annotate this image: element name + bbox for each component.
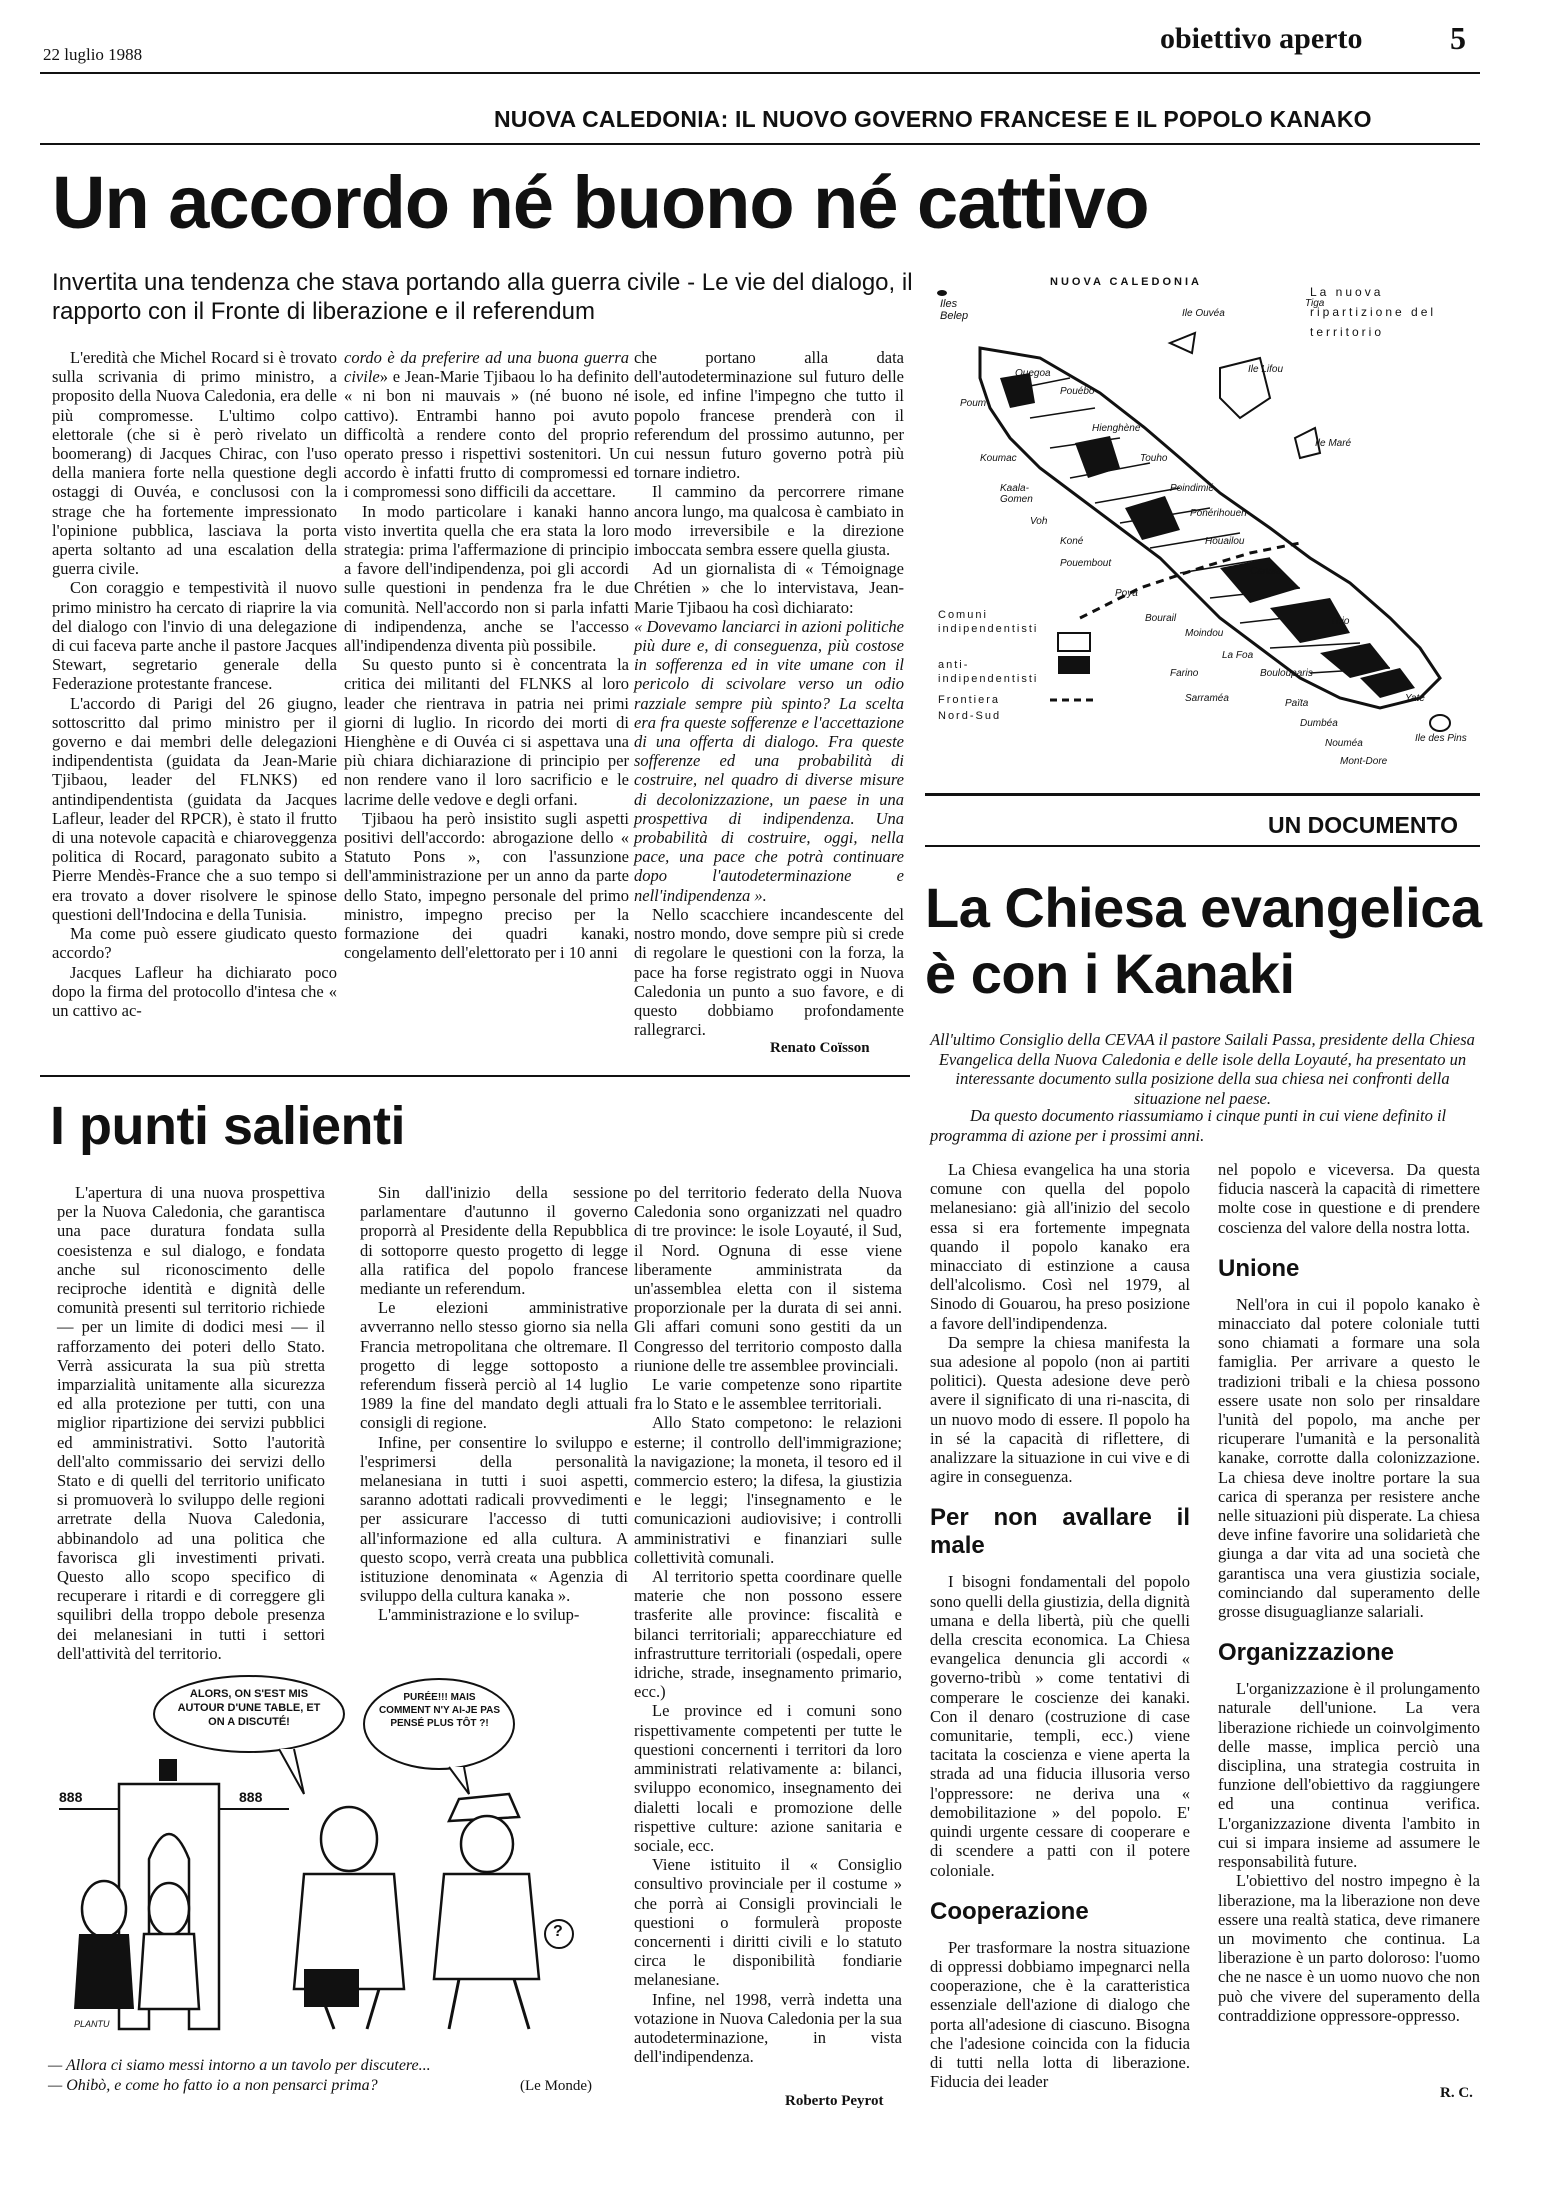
cartoon	[48, 1668, 628, 2040]
place-label: Pouembout	[1060, 558, 1112, 569]
sidebar-label: UN DOCUMENTO	[1268, 812, 1458, 838]
place-label: Païta	[1285, 698, 1309, 709]
points-column-3	[634, 1183, 902, 2067]
section-title: obiettivo aperto	[1160, 22, 1363, 55]
place-label: Tiga	[1305, 298, 1325, 309]
main-deck: Invertita una tendenza che stava portando alla guerra civile - Le vie del dialogo, il rapporto con il Fronte di liberazione e il referendum	[52, 269, 913, 325]
points-col3-para: Allo Stato competono: le relazioni esterne; il controllo dell'immigrazione; la navigazione; la moneta, il tesoro ed il commercio estero; la difesa, la giustizia e le leggi; l'insegnamento e le comunicazioni audiovisive; i controlli amministrativi e finanziari sulle collettività comunali.	[634, 1413, 902, 1567]
place-label: Ile Lifou	[1248, 364, 1284, 375]
cartoon-sign-left: 888	[59, 1789, 83, 1805]
map-figure	[920, 268, 1480, 778]
place-label: Ile des Pins	[1415, 733, 1467, 744]
points-signature: Roberto Peyrot	[785, 2093, 884, 2109]
sidebar-signature: R. C.	[1440, 2085, 1473, 2101]
points-col2-para: L'amministrazione e lo svilup-	[378, 1605, 580, 1625]
cartoon-caption-1: — Allora ci siamo messi intorno a un tavolo per discutere...	[48, 2057, 431, 2074]
place-label: Houailou	[1205, 536, 1245, 547]
main-headline: Un accordo né buono né cattivo	[52, 161, 1149, 244]
main-col1-para: L'eredità che Michel Rocard si è trovato sulla scrivania di primo ministro, a proposito della Nuova Caledonia, era delle più compromesse. L'ultimo colpo elettorale (che si è però rivelato un boomerang) di Jacques Chirac, con l'uso della maniera forte nella questione degli ostaggi di Ouvéa, e conclusosi con la strage che ha fortemente impressionato l'opinione pubblica, lasciava la porta aperta soltanto ad una escalation della guerra civile.	[52, 348, 337, 579]
place-label: La Foa	[1222, 650, 1254, 661]
main-col1-para: Ma come può essere giudicato questo accordo?	[52, 924, 337, 963]
main-col2-continuation: » e Jean-Marie Tjibaou lo ha definito « ni bon ni mauvais » (né buono né cattivo). Entrambi hanno poi avuto difficoltà a rendere conto del proprio operato presso i rispettivi sostenitori. Un accordo è infatti frutto di compromessi ed i compromessi sono difficili da accettare.	[344, 367, 629, 502]
place-label: Moindou	[1185, 628, 1224, 639]
cartoon-caption-2: — Ohibò, e come ho fatto io a non pensarci prima?	[48, 2077, 378, 2094]
points-col1-para: L'apertura di una nuova prospettiva per la Nuova Caledonia, che garantisca una pace duratura fondata sulla coesistenza e sul dialogo, e fondata anche sul riconoscimento delle reciproche identità e dignità delle comunità presenti sul territorio richiede — per un limite di dodici mesi — il rafforzamento dei poteri dello Stato. Verrà assicurata la sua più stretta imparzialità unitamente alla sicurezza ed alla protezione per tutti, con una miglior ripartizione dei servizi pubblici ed amministrativi. Sotto l'autorità dell'alto commissario dei servizi dello Stato e di quelli del territorio unificato si promuoverà lo sviluppo delle regioni arretrate della Nuova Caledonia, abbinandolo ad una politica che favorisca gli investimenti privati. Questo allo scopo specifico di recuperare i ritardi e di correggere gli squilibri della troppo debole presenza dei melanesiani in tutti i settori dell'attività del territorio.	[57, 1183, 325, 1663]
cartoon-artist: PLANTU	[74, 2019, 110, 2029]
place-label: Iles Belep	[940, 298, 969, 322]
main-col1-para: Con coraggio e tempestività il nuovo primo ministro ha cercato di riaprire la via del dialogo con l'invio di una delegazione di cui faceva parte anche il pastore Jacques Stewart, segretario generale della Federazione protestante francese.	[52, 578, 337, 694]
points-col3-para: po del territorio federato della Nuova Caledonia sono organizzati nel quadro di tre province: le isole Loyauté, il Sud, il Nord. Ognuna di esse viene liberamente amministrata da un'assemblea eletta con il sistema proporzionale per la durata di sei anni. Gli affari comuni sono gestiti da un Congresso del territorio composto dalla riunione delle tre assemblee provinciali.	[634, 1183, 902, 1375]
place-label: Kaala-Gomen	[1000, 483, 1033, 505]
main-column-3	[634, 348, 904, 1040]
sidebar-para: Per trasformare la nostra situazione di oppressi dobbiamo impegnarci nella cooperazione, che è la caratteristica essenziale dell'azione di dialogo che porta all'adesione di ciascuno. Bisogna che l'adesione coincida con la fiducia di tutti nella lotta di liberazione. Fiducia dei leader	[930, 1937, 1190, 2092]
points-col3-para: Al territorio spetta coordinare quelle materie che non possono essere trasferite alle province: fiscalità e bilanci territoriali; apparecchiature ed infrastrutture territoriali (ospedali, opere idriche, strade, insegnamento primario, ecc.)	[634, 1567, 902, 1702]
place-label: Dumbéa	[1300, 718, 1338, 729]
cartoon-balloon-2: PURÉE!!! MAIS COMMENT N'Y AI-JE PAS PENSÉ PLUS TÔT ?!	[378, 1692, 501, 1729]
sidebar-label-rule	[925, 845, 1480, 847]
place-label: Poindimié	[1170, 483, 1214, 494]
legend-independentists: Comuni indipendentisti	[938, 609, 1039, 635]
legend-anti-independentists: anti-indipendentisti	[938, 659, 1039, 685]
sidebar-subhead-cooperazione: Cooperazione	[930, 1897, 1089, 1925]
place-label: Koumac	[980, 453, 1017, 464]
main-col3-para: Nello scacchiere incandescente del nostro mondo, dove sempre più si crede di regolare le questioni con la forza, la pace ha forse registrato oggi in Nuova Caledonia un punto a suo favore, e di questo dobbiamo profondamente rallegrarci.	[634, 904, 904, 1040]
place-label: Voh	[1030, 516, 1048, 527]
cartoon-sign-right: 888	[239, 1789, 263, 1805]
island-belep	[937, 290, 947, 296]
place-label: Canala	[1250, 566, 1282, 577]
main-col2-lead: cordo è da preferire ad una buona guerra civile	[344, 348, 629, 387]
main-col3-para: Ad un giornalista di « Témoignage Chrétien » che lo intervistava, Jean-Marie Tjibaou ha così dichiarato:	[634, 559, 904, 617]
main-col2-para: In modo particolare i kanaki hanno visto invertita quella che era stata la loro strategia: prima l'affermazione di principio a favore dell'indipendenza, poi gli accordi sulle questioni in pendenza fra le due comunità. Nell'accordo non si parla infatti di indipendenza, anche se l'accesso all'indipendenza diventa più possibile.	[344, 501, 629, 656]
sidebar-intro: All'ultimo Consiglio della CEVAA il pastore Sailali Passa, presidente della Chiesa Evangelica della Nuova Caledonia e delle isole della Loyauté, ha presentato un interessante documento sulla posizione della sua chiesa nei confronti della situazione nel paese.	[930, 1030, 1475, 1108]
legend-frontier: Frontiera Nord-Sud	[938, 694, 1002, 722]
place-label: Koné	[1060, 536, 1084, 547]
sidebar-para: L'obiettivo del nostro impegno è la liberazione, ma la liberazione non deve essere una realtà statica, deve rimanere un movimento che continua. La liberazione è un parto doloroso: l'uomo che ne nasce è un uomo nuovo che non può che vivere del superamento della contraddizione oppressore-oppresso.	[1218, 1871, 1480, 2025]
points-column-2	[360, 1183, 628, 1653]
place-label: Boulouparis	[1260, 668, 1313, 679]
place-label: Bourail	[1145, 613, 1177, 624]
sidebar-para: La Chiesa evangelica ha una storia comune con quella del popolo melanesiano: già all'inizio del secolo essa si era fortemente impegnata quando il popolo kanako era minacciato di estinzione a causa dell'alcolismo. Così nel 1979, al Sinodo di Gouarou, ha preso posizione a favore dell'indipendenza.	[930, 1160, 1190, 1333]
place-label: Ile Ouvéa	[1182, 308, 1225, 319]
sidebar-subhead-unione: Unione	[1218, 1254, 1300, 1282]
points-headline: I punti salienti	[50, 1096, 406, 1156]
place-label: Poya	[1115, 588, 1138, 599]
sidebar-subhead-avallare: Per non avallare il male	[930, 1504, 1190, 1560]
place-label: Ponérihouen	[1190, 508, 1247, 519]
points-col2-para: Le elezioni amministrative avverranno nello stesso giorno sia nella Francia metropolitana che oltremare. Il progetto di legge sottoposto a referendum fisserà perciò al 14 luglio 1989 la fine del mandato degli attuali consigli di regione.	[360, 1298, 628, 1433]
main-col2-para: Tjibaou ha però insistito sugli aspetti positivi dell'accordo: abrogazione dello « Statuto Pons », con l'assunzione dell'amministrazione per un anno da parte dello Stato, impegno personale del primo ministro, impegno preciso per la formazione dei quadri kanaki, congelamento dell'elettorato per i 10 anni	[344, 808, 629, 963]
place-label: Ile Maré	[1315, 438, 1352, 449]
place-label: Touho	[1140, 453, 1168, 464]
points-col2-para: Infine, per consentire lo sviluppo e l'esprimersi della personalità melanesiana in tutti i suoi aspetti, saranno adottati radicali provvedimenti per assicurare l'accesso di tutti all'informazione ed alla cultura. A questo scopo, verrà creata una pubblica istituzione denominata « Agenzia di sviluppo della cultura kanaka ».	[360, 1432, 628, 1606]
masthead-rule	[40, 72, 1480, 74]
place-label: Ouegoa	[1015, 368, 1051, 379]
main-col2-para: Su questo punto si è concentrata la critica dei militanti del FLNKS al loro leader che rientrava in patria nei primi giorni di luglio. In ricordo dei morti di Hienghène e di Ouvéa ci si aspettava una più chiara dichiarazione di principio per non rendere vano il loro sacrificio e le lacrime delle vedove e degli orfani.	[344, 655, 629, 809]
page-number: 5	[1450, 20, 1466, 56]
points-col2-para: Sin dall'inizio della sessione parlamentare d'autunno il governo proporrà al Presidente della Repubblica di sottoporre questo progetto di legge alla ratifica del popolo francese mediante un referendum.	[360, 1183, 628, 1299]
sidebar-para: Nell'ora in cui il popolo kanako è minacciato dal potere coloniale tutti sono chiamati a formare una sola famiglia. Per arrivare a questo le tradizioni tribali e la chiesa possono essere usate non solo per rinsaldare l'unità del popolo, ma anche per ricuperare l'umanità e la personalità kanake, corrotte dalla colonizzazione. La chiesa deve inoltre portare la sua carica di speranza per resistere anche nelle situazioni più disperate. La chiesa deve infine favorire una solidarietà che giunga a dar vita ad una società che garantisca una vera giustizia sociale, cominciando dal superamento delle grosse disuguaglianze salariali.	[1218, 1294, 1480, 1622]
sidebar-intro-2: Da questo documento riassumiamo i cinque punti in cui viene definito il programma di azione per i prossimi anni.	[930, 1106, 1447, 1145]
place-label: Hienghène	[1092, 423, 1141, 434]
points-col3-para: Le varie competenze sono ripartite fra lo Stato e le assemblee territoriali.	[634, 1375, 902, 1414]
sidebar-top-rule	[925, 793, 1480, 796]
points-col3-para: Infine, nel 1998, verrà indetta una votazione in Nuova Caledonia per la sua autodeterminazione, in vista dell'indipendenza.	[634, 1989, 902, 2067]
map-title: NUOVA CALEDONIA	[1050, 276, 1202, 288]
place-label: Mont-Dore	[1340, 756, 1388, 767]
sidebar-para: nel popolo e viceversa. Da questa fiducia nascerà la capacità di rimettere molte cose in questione e di prendere coscienza del valore della nostra lotta.	[1218, 1160, 1480, 1237]
sidebar-headline: La Chiesa evangelica è con i Kanaki	[925, 876, 1482, 1005]
cartoon-balloon-1: ALORS, ON S'EST MIS AUTOUR D'UNE TABLE, ET ON A DISCUTÉ!	[177, 1688, 321, 1728]
place-label: Nouméa	[1325, 738, 1363, 749]
kicker: NUOVA CALEDONIA: IL NUOVO GOVERNO FRANCESE E IL POPOLO KANAKO	[494, 106, 1372, 132]
place-label: Pouébo	[1060, 386, 1095, 397]
main-column-2	[344, 348, 629, 1066]
main-col3-para: Il cammino da percorrere rimane ancora lungo, ma qualcosa è cambiato in modo irreversibile e la direzione imboccata sembra essere quella giusta.	[634, 482, 904, 560]
section-divider	[40, 1075, 910, 1077]
place-label: Sarraméa	[1185, 693, 1229, 704]
cartoon-svg	[49, 1669, 627, 2039]
island-pins	[1430, 715, 1450, 731]
sidebar-column-b	[1218, 1160, 1480, 2075]
main-column-1	[52, 348, 337, 1066]
sidebar-subhead-organizzazione: Organizzazione	[1218, 1639, 1395, 1667]
place-label: Thio	[1330, 616, 1350, 627]
sidebar-para: Da sempre la chiesa manifesta la sua adesione al popolo (non ai partiti politici). Questa adesione deve però avere il significato di una ri-nascita, di un nuovo modo di essere. Il popolo ha in sé la capacità di riflettere, di analizzare la situazione in cui vive e di agire in conseguenza.	[930, 1332, 1190, 1487]
kicker-rule	[40, 143, 1480, 145]
cartoon-credit: (Le Monde)	[520, 2078, 593, 2094]
place-label: Farino	[1170, 668, 1199, 679]
place-label: Yaté	[1405, 693, 1425, 704]
main-col2-lead-para	[344, 348, 629, 502]
main-signature: Renato Coïsson	[770, 1040, 870, 1056]
place-label: Poum	[960, 398, 987, 409]
main-col1-para: Jacques Lafleur ha dichiarato poco dopo la firma del protocollo d'intesa che « un cattivo ac-	[52, 962, 337, 1020]
sidebar-column-a	[930, 1160, 1190, 2105]
sidebar-para: I bisogni fondamentali del popolo sono quelli della giustizia, della dignità umana e della libertà, più che quelli della crescita economica. La Chiesa evangelica denuncia gli accordi « governo-tribù » come tentativi di comperare le coscienze dei kanaki. Con il denaro (costruzione di case comunitarie, templi, ecc.) viene tacitata la coscienza e viene aperta la strada ad una fiducia illusoria verso l'oppressore: ne deriva una « demobilitazione » del popolo. E' quindi urgente cessare di cooperare e di scendere a patti con il potere coloniale.	[930, 1572, 1190, 1880]
points-col3-para: Viene istituito il « Consiglio consultivo provinciale per il costume » che porrà ai Consigli provinciali le questioni o formulerà proposte concernenti i diritti civili e lo statuto circa le disponibilità fondiarie melanesiane.	[634, 1855, 902, 1990]
points-col3-para: Le province ed i comuni sono rispettivamente competenti per tutte le questioni concernenti i territori da loro amministrati relativamente a: bilanci, sviluppo economico, insegnamento dei dialetti locali e promozione delle rispettive culture: azione sanitaria e sociale, ecc.	[634, 1701, 902, 1855]
island-ouvea	[1170, 333, 1195, 353]
tjibaou-quote: « Dovevamo lanciarci in azioni politiche più dure e, di conseguenza, più costose in sofferenza ed in vite umane con il pericolo di scivolare verso un odio razziale sempre più spinto? La scelta era fra queste sofferenze e l'accettazione di una offerta di dialogo. Fra queste sofferenze ed una probabilità di costruire, nel quadro di diverse misure di decolonizzazione, un paese in una prospettiva di indipendenza. Una probabilità di costruire, oggi, nella pace, una pace che potrà continuare dopo l'autodeterminazione e nell'indipendenza ».	[634, 616, 904, 905]
issue-date: 22 luglio 1988	[43, 45, 143, 64]
main-col1-para: L'accordo di Parigi del 26 giugno, sottoscritto dal primo ministro per il governo e dai membri delle delegazioni indipendentista (guidata da Jean-Marie Tjibaou, leader del FLNKS) ed antindipendentista (guidata da Jacques Lafleur, leader del RPCR), è stato il frutto di una notevole capacità e chiaroveggenza politica di Rocard, paragonato subito a Pierre Mendès-France che a suo tempo si era trovato a dover risolvere le spinose questioni dell'Indocina e della Tunisia.	[52, 693, 337, 924]
sidebar-para: L'organizzazione è il prolungamento naturale dell'unione. La vera liberazione richiede un coinvolgimento delle masse, implica perciò una disciplina, una strategia costruita in funzione dell'obiettivo da raggiungere ed una continua verifica. L'organizzazione diventa l'ambito in cui si impara insieme ad assumere le responsabilità future.	[1218, 1679, 1480, 1872]
points-column-1	[57, 1183, 325, 1743]
map-legend-title: La nuova ripartizione del territorio	[1310, 285, 1437, 339]
main-col3-para: che portano alla data dell'autodeterminazione sul futuro delle isole, ed infine l'impegno che tutto il popolo francese prenderà con il referendum del prossimo autunno, per cui nessun futuro governo potrà più tornare indietro.	[634, 348, 904, 483]
cartoon-question-mark: ?	[553, 1923, 563, 1940]
